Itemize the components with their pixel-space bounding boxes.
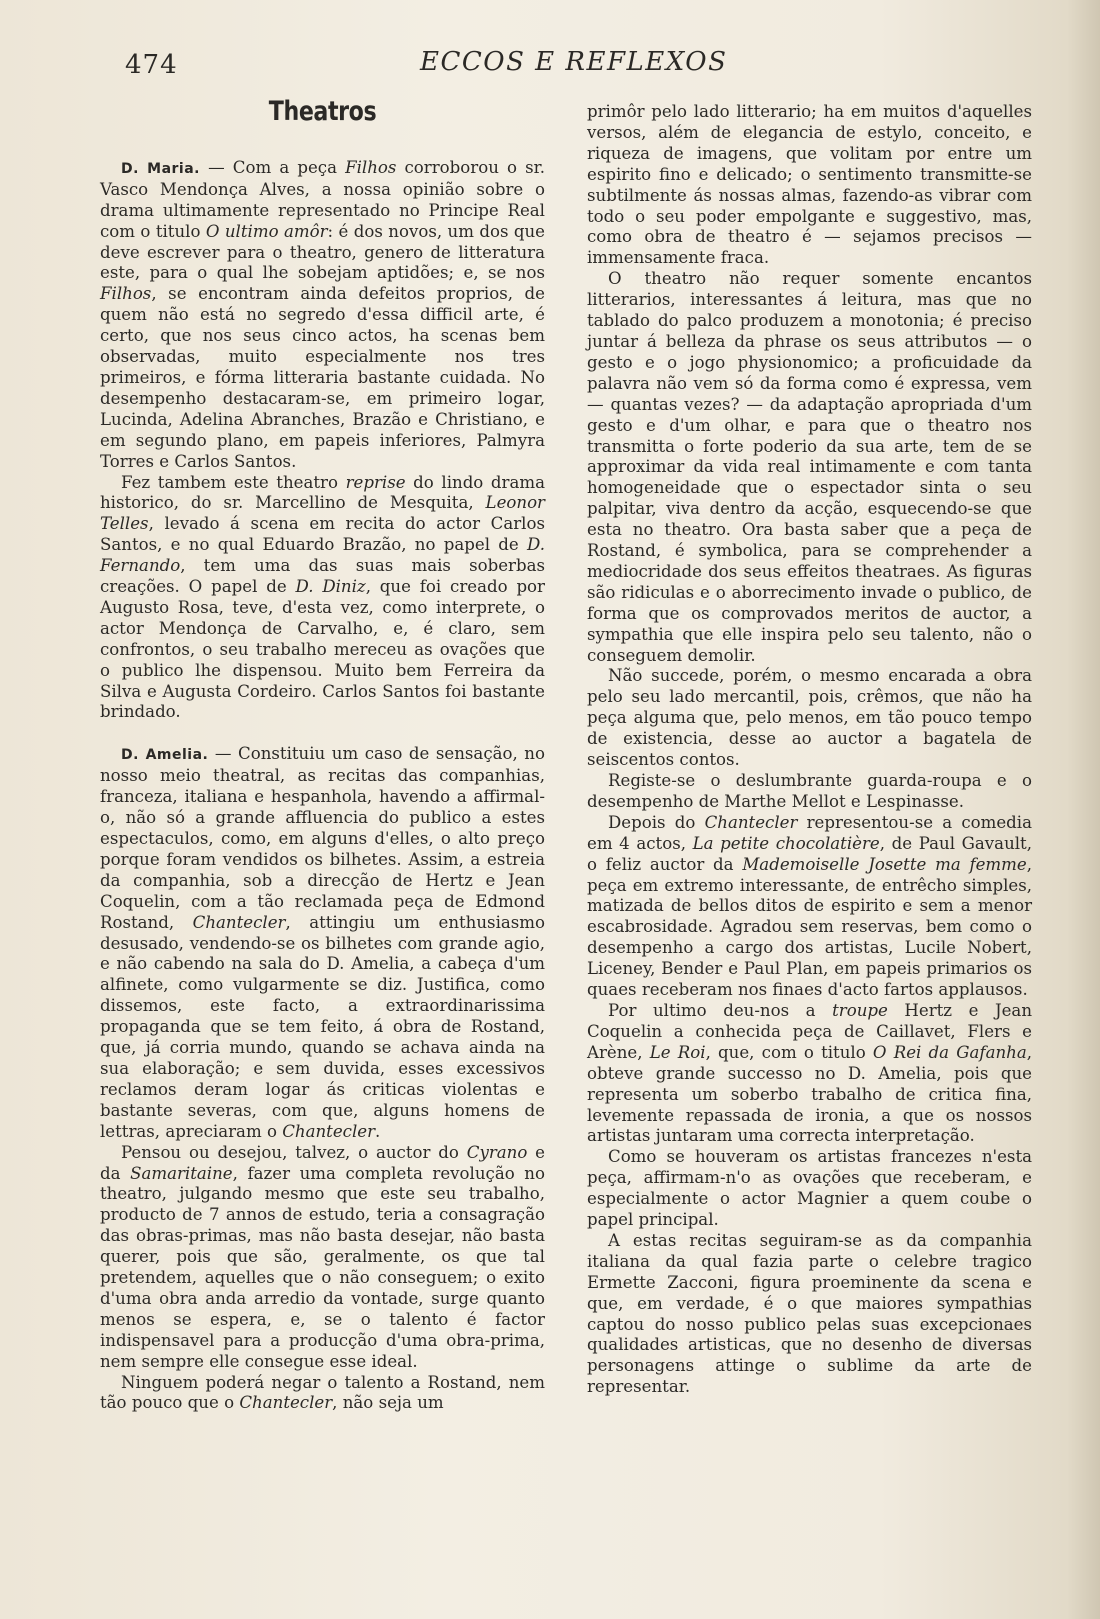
text: , não seja um <box>332 1393 444 1413</box>
text: Por ultimo deu-nos a <box>608 1000 833 1020</box>
paragraph-revolution <box>100 1143 545 1373</box>
play-title: Chantecler <box>282 1121 376 1141</box>
text: e da <box>100 1142 545 1183</box>
play-title: La petite chocolatière <box>692 833 880 853</box>
text: : é dos novos, um dos que deve escrever para o theatro, genero de litteratura este, para o qual lhe sobejam aptidões; e, se nos <box>100 221 546 283</box>
play-title: Chantecler <box>704 812 798 832</box>
section-title: Theatros <box>268 96 377 127</box>
text: , fazer uma completa revolução no theatro, julgando mesmo que este seu trabalho, producto de 7 annos de estudo, teria a consagração das obras-primas, mas não basta desejar, não basta querer, pois que são, geralmente, os que tal pretendem, aquelles que o não conseguem; o exito d'uma obra anda arredio da vontade, surge quanto menos se espera, e, se o talento é factor indispensavel para a producção d'uma obra-prima, nem sempre elle consegue esse ideal. <box>100 1163 545 1371</box>
play-title: O Rei da Gafanha <box>872 1042 1027 1062</box>
text: Fez tambem este theatro <box>121 472 346 492</box>
text: do lindo drama historico, do sr. Marcellino de Mesquita, <box>100 472 545 513</box>
text: , se encontram ainda defeitos proprios, de quem não está no segredo d'essa difficil arte, é certo, que nos seus cinco actos, ha scenas bem observadas, muito especialmente nos tres primeiros, e fórma litteraria bastante cuidada. No desempenho destacaram-se, em primeiro logar, Lucinda, Adelina Abranches, Brazão e Christiano, e em segundo plano, em papeis inferiores, Palmyra Torres e Carlos Santos. <box>100 284 545 471</box>
role-name: D. Fernando <box>100 535 545 576</box>
theatre-heading-amelia: D. Amelia. <box>121 747 209 764</box>
paragraph-talent <box>100 1373 545 1415</box>
text: , de Paul Gavault, o feliz auctor da <box>587 833 1033 874</box>
play-title: Chantecler <box>192 912 286 932</box>
page-number: 474 <box>125 50 178 80</box>
play-title: O ultimo amôr <box>205 221 328 241</box>
paragraph-maria <box>100 158 545 473</box>
theatre-heading-maria: D. Maria. <box>121 160 200 177</box>
text: , tem uma das suas mais soberbas creações. O papel de <box>100 556 545 597</box>
text: corroborou o sr. Vasco Mendonça Alves, a nossa opinião sobre o drama ultimamente representado no Principe Real com o titulo <box>100 157 545 241</box>
text: , que, com o titulo <box>705 1042 873 1062</box>
paragraph-costumes: Registe-se o deslumbrante guarda-roupa e o desempenho de Marthe Mellot e Lespinasse. <box>587 771 1032 811</box>
italic-term: reprise <box>345 472 406 492</box>
text: , que foi creado por Augusto Rosa, teve, d'esta vez, como interprete, o actor Mendonça de Carvalho, e, é claro, sem confrontos, o seu trabalho mereceu as ovações que o publico lhe dispensou. Muito bem Ferreira da Silva e Augusta Cordeiro. Carlos Santos foi bastante brindado. <box>100 577 545 722</box>
right-column <box>587 102 1032 1398</box>
running-title: ECCOS E REFLEXOS <box>420 47 728 77</box>
text: , peça em extremo interessante, de entrêcho simples, matizada de bellos ditos de espirito e sem a menor escabrosidade. Agradou sem reservas, bem como o desempenho a cargo dos artistas, Lucile Nobert, Liceney, Bender e Paul Plan, em papeis primarios os quaes receberam nos finaes d'acto fartos applausos. <box>587 854 1033 1000</box>
play-title: Chantecler <box>239 1393 333 1413</box>
paragraph-french-artists: Como se houveram os artistas francezes n'esta peça, affirmam-n'o as ovações que receberam, e especialmente o actor Magnier a quem coube o papel principal. <box>587 1147 1032 1230</box>
paragraph-amelia <box>100 744 545 1142</box>
left-column <box>100 96 546 1414</box>
paragraph-zacconi: A estas recitas seguiram-se as da companhia italiana da qual fazia parte o celebre tragico Ermette Zacconi, figura proeminente da scena e que, em verdade, é o que maiores sympathias captou do nosso publico pelas suas excepcionaes qualidades artisticas, que no desenho de diversas personagens attinge o sublime da arte de representar. <box>587 1230 1032 1397</box>
play-title: Mademoiselle Josette ma femme <box>742 854 1027 874</box>
play-title: Cyrano <box>466 1142 528 1162</box>
play-title: Leonor Telles <box>100 493 545 534</box>
text: , obteve grande successo no D. Amelia, pois que representa um soberbo trabalho de critica fina, levemente repassada de ironia, a que os nossos artistas juntaram uma correcta interpretação. <box>587 1042 1033 1146</box>
text: Pensou ou desejou, talvez, o auctor do <box>121 1142 467 1162</box>
italic-term: troupe <box>832 1000 888 1020</box>
paragraph-le-roi <box>587 1001 1032 1147</box>
text: Ninguem poderá negar o talento a Rostand, nem tão pouco que o <box>100 1372 545 1413</box>
text: , attingiu um enthusiasmo desusado, vendendo-se os bilhetes com grande agio, e não cabendo na sala do D. Amelia, a cabeça d'um alfinete, como vulgarmente se diz. Justifica, como dissemos, este facto, a extraordinarissima propaganda que se tem feito, á obra de Rostand, que, já corria mundo, quando se achava ainda na sua elaboração; e sem duvida, esses excessivos reclamos deram logar ás criticas violentas e bastante severas, com que, alguns homens de lettras, apreciaram o <box>100 912 546 1141</box>
play-title: Le Roi <box>649 1042 706 1062</box>
text: . <box>375 1121 381 1141</box>
play-title: Filhos <box>345 157 397 177</box>
paragraph-mercantile: Não succede, porém, o mesmo encarada a obra pelo seu lado mercantil, pois, crêmos, que não ha peça alguma que, pelo menos, em tão pouco tempo de existencia, desse ao auctor a bagatela de seiscentos contos. <box>587 666 1032 770</box>
play-title: Samaritaine <box>130 1163 233 1183</box>
text: representou-se a comedia em 4 actos, <box>587 812 1032 853</box>
text: , levado á scena em recita do actor Carlos Santos, e no qual Eduardo Brazão, no papel de <box>100 514 545 555</box>
paragraph-theatre-art: O theatro não requer somente encantos litterarios, interessantes á leitura, mas que no tablado do palco produzem a monotonia; é preciso juntar á belleza da phrase os seus attributos — o gesto e o jogo physionomico; a proficuidade da palavra não vem só da forma como é expressa, vem — quantas vezes? — da adaptação apropriada d'um gesto e d'um olhar, e para que o theatro nos transmitta o forte poderio da sua arte, tem de se approximar da vida real intimamente e com tanta homogeneidade que o espectador sinta o seu palpitar, viva dentro da acção, esquecendo-se que esta no theatro. Ora basta saber que a peça de Rostand, é symbolica, para se comprehender a mediocridade dos seus effeitos theatraes. As figuras são ridiculas e o aborrecimento invade o publico, de forma que os comprovados meritos de auctor, a sympathia que elle inspira pelo seu talento, não o conseguem demolir. <box>587 269 1032 665</box>
text: — Com a peça <box>200 157 346 177</box>
text: Hertz e Jean Coquelin a conhecida peça de Caillavet, Flers e Arène, <box>587 1000 1033 1062</box>
paragraph-chocolatiere <box>587 813 1032 1001</box>
text: Depois do <box>608 812 705 832</box>
paragraph-reprise <box>100 473 545 724</box>
role-name: D. Diniz <box>295 577 366 597</box>
text: — Constituiu um caso de sensação, no nosso meio theatral, as recitas das companhias, franceza, italiana e hespanhola, havendo a affirmal-o, não só a grande affluencia do publico a estes espectaculos, como, em alguns d'elles, o alto preço porque foram vendidos os bilhetes. Assim, a estreia da companhia, sob a direcção de Hertz e Jean Coquelin, com a tão reclamada peça de Edmond Rostand, <box>100 744 545 932</box>
play-title: Filhos <box>100 284 152 304</box>
paragraph-continued: primôr pelo lado litterario; ha em muitos d'aquelles versos, além de elegancia de estylo, conceito, e riqueza de imagens, que volitam por entre um espirito fino e delicado; o sentimento transmitte-se subtilmente ás nossas almas, fazendo-as vibrar com todo o seu poder empolgante e suggestivo, mas, como obra de theatro é — sejamos precisos — immensamente fraca. <box>587 102 1032 268</box>
